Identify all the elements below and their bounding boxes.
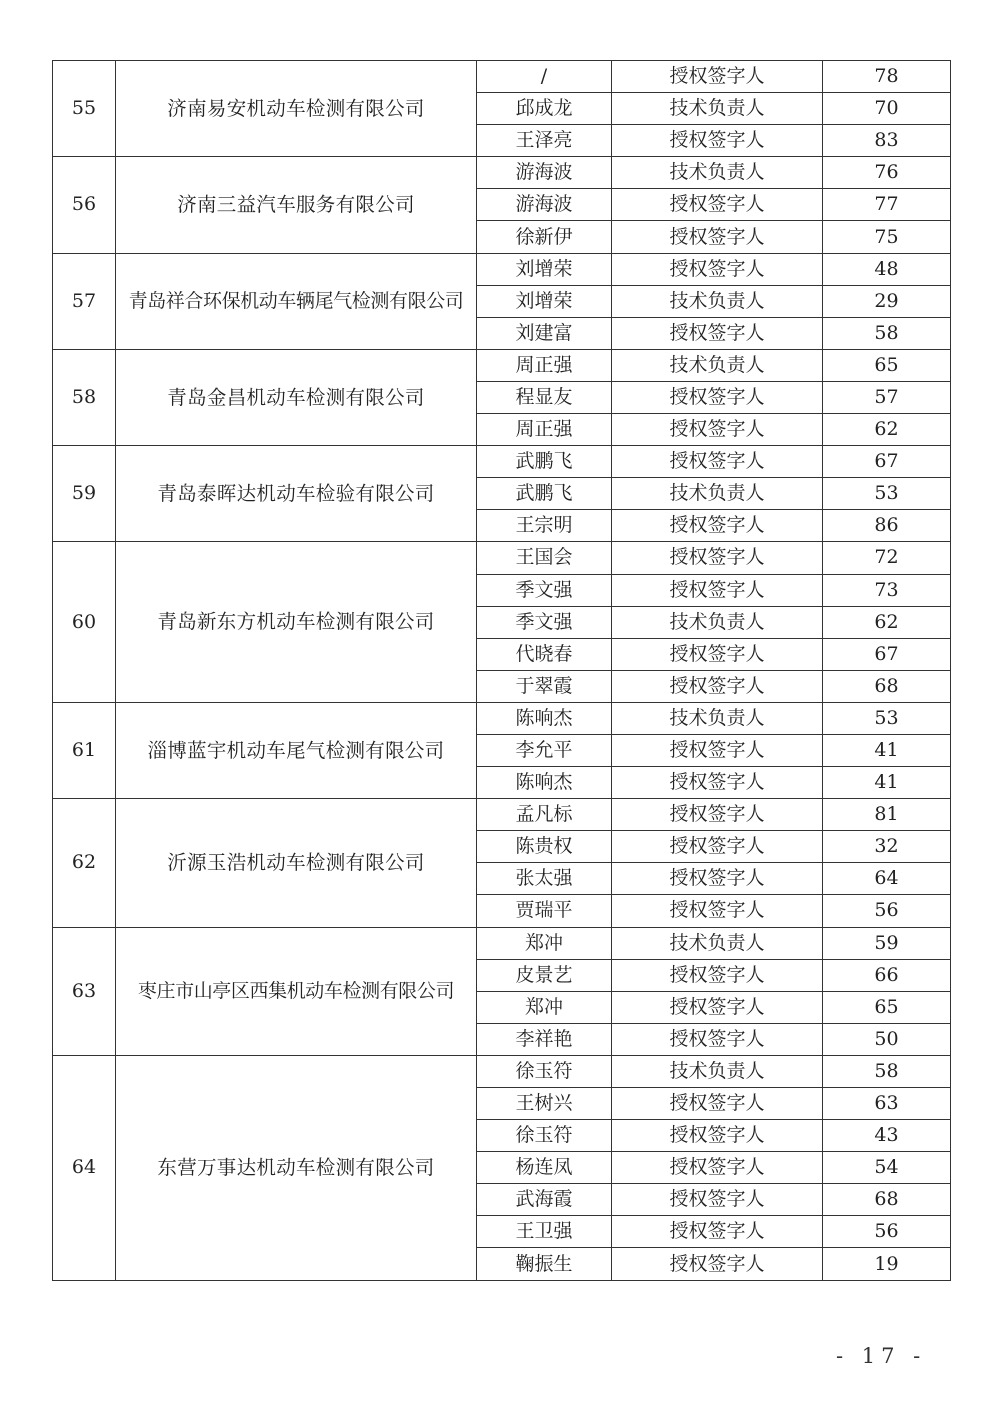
person-name: 贾瑞平 [477,895,612,927]
company-name: 济南易安机动车检测有限公司 [116,61,477,157]
person-score: 54 [823,1152,951,1184]
person-score: 56 [823,1216,951,1248]
table-row [53,799,951,831]
person-role: 授权签字人 [612,670,823,702]
person-role: 授权签字人 [612,831,823,863]
person-role: 授权签字人 [612,799,823,831]
person-score: 78 [823,61,951,93]
person-score: 65 [823,349,951,381]
person-role: 授权签字人 [612,446,823,478]
person-score: 83 [823,125,951,157]
person-score: 48 [823,253,951,285]
person-name: 孟凡标 [477,799,612,831]
company-name: 枣庄市山亭区西集机动车检测有限公司 [116,927,477,1055]
person-role: 技术负责人 [612,927,823,959]
person-name: 杨连凤 [477,1152,612,1184]
company-name: 青岛泰晖达机动车检验有限公司 [116,446,477,542]
table-row [53,349,951,381]
person-role: 技术负责人 [612,349,823,381]
company-name: 青岛金昌机动车检测有限公司 [116,349,477,445]
person-name: 陈贵权 [477,831,612,863]
person-role: 技术负责人 [612,478,823,510]
person-name: 李允平 [477,734,612,766]
person-role: 授权签字人 [612,1216,823,1248]
table-row [53,446,951,478]
person-name: 季文强 [477,606,612,638]
person-name: 王卫强 [477,1216,612,1248]
company-number: 55 [53,61,116,157]
person-role: 授权签字人 [612,1152,823,1184]
person-score: 65 [823,991,951,1023]
table-row [53,542,951,574]
person-score: 57 [823,381,951,413]
person-name: 徐玉符 [477,1120,612,1152]
person-score: 53 [823,478,951,510]
person-name: 王宗明 [477,510,612,542]
person-name: 徐新伊 [477,221,612,253]
person-score: 76 [823,157,951,189]
person-score: 75 [823,221,951,253]
table-row [53,61,951,93]
company-number: 59 [53,446,116,542]
person-name: 皮景艺 [477,959,612,991]
person-name: 游海波 [477,157,612,189]
person-score: 58 [823,317,951,349]
person-name: 周正强 [477,414,612,446]
person-score: 59 [823,927,951,959]
person-name: 刘建富 [477,317,612,349]
person-name: 季文强 [477,574,612,606]
person-role: 技术负责人 [612,1055,823,1087]
person-name: 刘增荣 [477,285,612,317]
person-score: 68 [823,670,951,702]
company-name: 青岛新东方机动车检测有限公司 [116,542,477,702]
person-score: 41 [823,734,951,766]
person-name: 鞠振生 [477,1248,612,1280]
company-number: 56 [53,157,116,253]
company-number: 61 [53,702,116,798]
person-name: 武海霞 [477,1184,612,1216]
table-row [53,253,951,285]
person-name: 刘增荣 [477,253,612,285]
person-score: 50 [823,1023,951,1055]
person-role: 技术负责人 [612,702,823,734]
company-name: 淄博蓝宇机动车尾气检测有限公司 [116,702,477,798]
personnel-table [52,60,951,1281]
person-name: 陈响杰 [477,767,612,799]
person-role: 授权签字人 [612,734,823,766]
person-name: 程显友 [477,381,612,413]
person-role: 授权签字人 [612,638,823,670]
person-score: 64 [823,863,951,895]
person-score: 32 [823,831,951,863]
person-name: 徐玉符 [477,1055,612,1087]
person-name: 郑冲 [477,927,612,959]
person-role: 技术负责人 [612,157,823,189]
person-role: 授权签字人 [612,959,823,991]
person-role: 授权签字人 [612,991,823,1023]
person-name: 陈响杰 [477,702,612,734]
person-name: 王国会 [477,542,612,574]
company-number: 63 [53,927,116,1055]
person-name: 邱成龙 [477,93,612,125]
person-score: 67 [823,446,951,478]
table-row [53,157,951,189]
person-role: 授权签字人 [612,1023,823,1055]
person-score: 62 [823,606,951,638]
person-role: 授权签字人 [612,1248,823,1280]
person-name: 武鹏飞 [477,446,612,478]
person-score: 29 [823,285,951,317]
person-role: 授权签字人 [612,863,823,895]
person-score: 58 [823,1055,951,1087]
person-score: 73 [823,574,951,606]
person-score: 19 [823,1248,951,1280]
person-score: 43 [823,1120,951,1152]
table-row [53,702,951,734]
person-score: 70 [823,93,951,125]
person-name: 王泽亮 [477,125,612,157]
person-role: 技术负责人 [612,285,823,317]
person-score: 86 [823,510,951,542]
person-score: 77 [823,189,951,221]
person-role: 授权签字人 [612,381,823,413]
person-name: 张太强 [477,863,612,895]
table-row [53,1055,951,1087]
company-number: 64 [53,1055,116,1280]
person-role: 授权签字人 [612,574,823,606]
person-role: 技术负责人 [612,606,823,638]
person-name: 周正强 [477,349,612,381]
person-role: 授权签字人 [612,189,823,221]
person-score: 81 [823,799,951,831]
company-number: 58 [53,349,116,445]
company-name: 沂源玉浩机动车检测有限公司 [116,799,477,927]
person-score: 67 [823,638,951,670]
company-name: 东营万事达机动车检测有限公司 [116,1055,477,1280]
person-score: 56 [823,895,951,927]
person-role: 授权签字人 [612,1120,823,1152]
person-role: 授权签字人 [612,510,823,542]
table-row [53,927,951,959]
company-number: 62 [53,799,116,927]
person-role: 授权签字人 [612,895,823,927]
person-name: 武鹏飞 [477,478,612,510]
company-number: 57 [53,253,116,349]
person-score: 68 [823,1184,951,1216]
company-name: 青岛祥合环保机动车辆尾气检测有限公司 [116,253,477,349]
person-role: 授权签字人 [612,61,823,93]
person-name: 代晓春 [477,638,612,670]
person-name: 李祥艳 [477,1023,612,1055]
person-role: 授权签字人 [612,125,823,157]
person-role: 技术负责人 [612,93,823,125]
person-role: 授权签字人 [612,767,823,799]
person-score: 41 [823,767,951,799]
person-score: 53 [823,702,951,734]
person-score: 63 [823,1088,951,1120]
company-number: 60 [53,542,116,702]
person-role: 授权签字人 [612,221,823,253]
person-name: 游海波 [477,189,612,221]
person-role: 授权签字人 [612,253,823,285]
person-name: / [477,61,612,93]
person-role: 授权签字人 [612,542,823,574]
person-role: 授权签字人 [612,414,823,446]
company-name: 济南三益汽车服务有限公司 [116,157,477,253]
page-number: - 17 - [836,1344,927,1368]
person-score: 66 [823,959,951,991]
person-role: 授权签字人 [612,317,823,349]
person-score: 62 [823,414,951,446]
person-name: 于翠霞 [477,670,612,702]
person-role: 授权签字人 [612,1088,823,1120]
person-name: 郑冲 [477,991,612,1023]
person-name: 王树兴 [477,1088,612,1120]
person-score: 72 [823,542,951,574]
person-role: 授权签字人 [612,1184,823,1216]
